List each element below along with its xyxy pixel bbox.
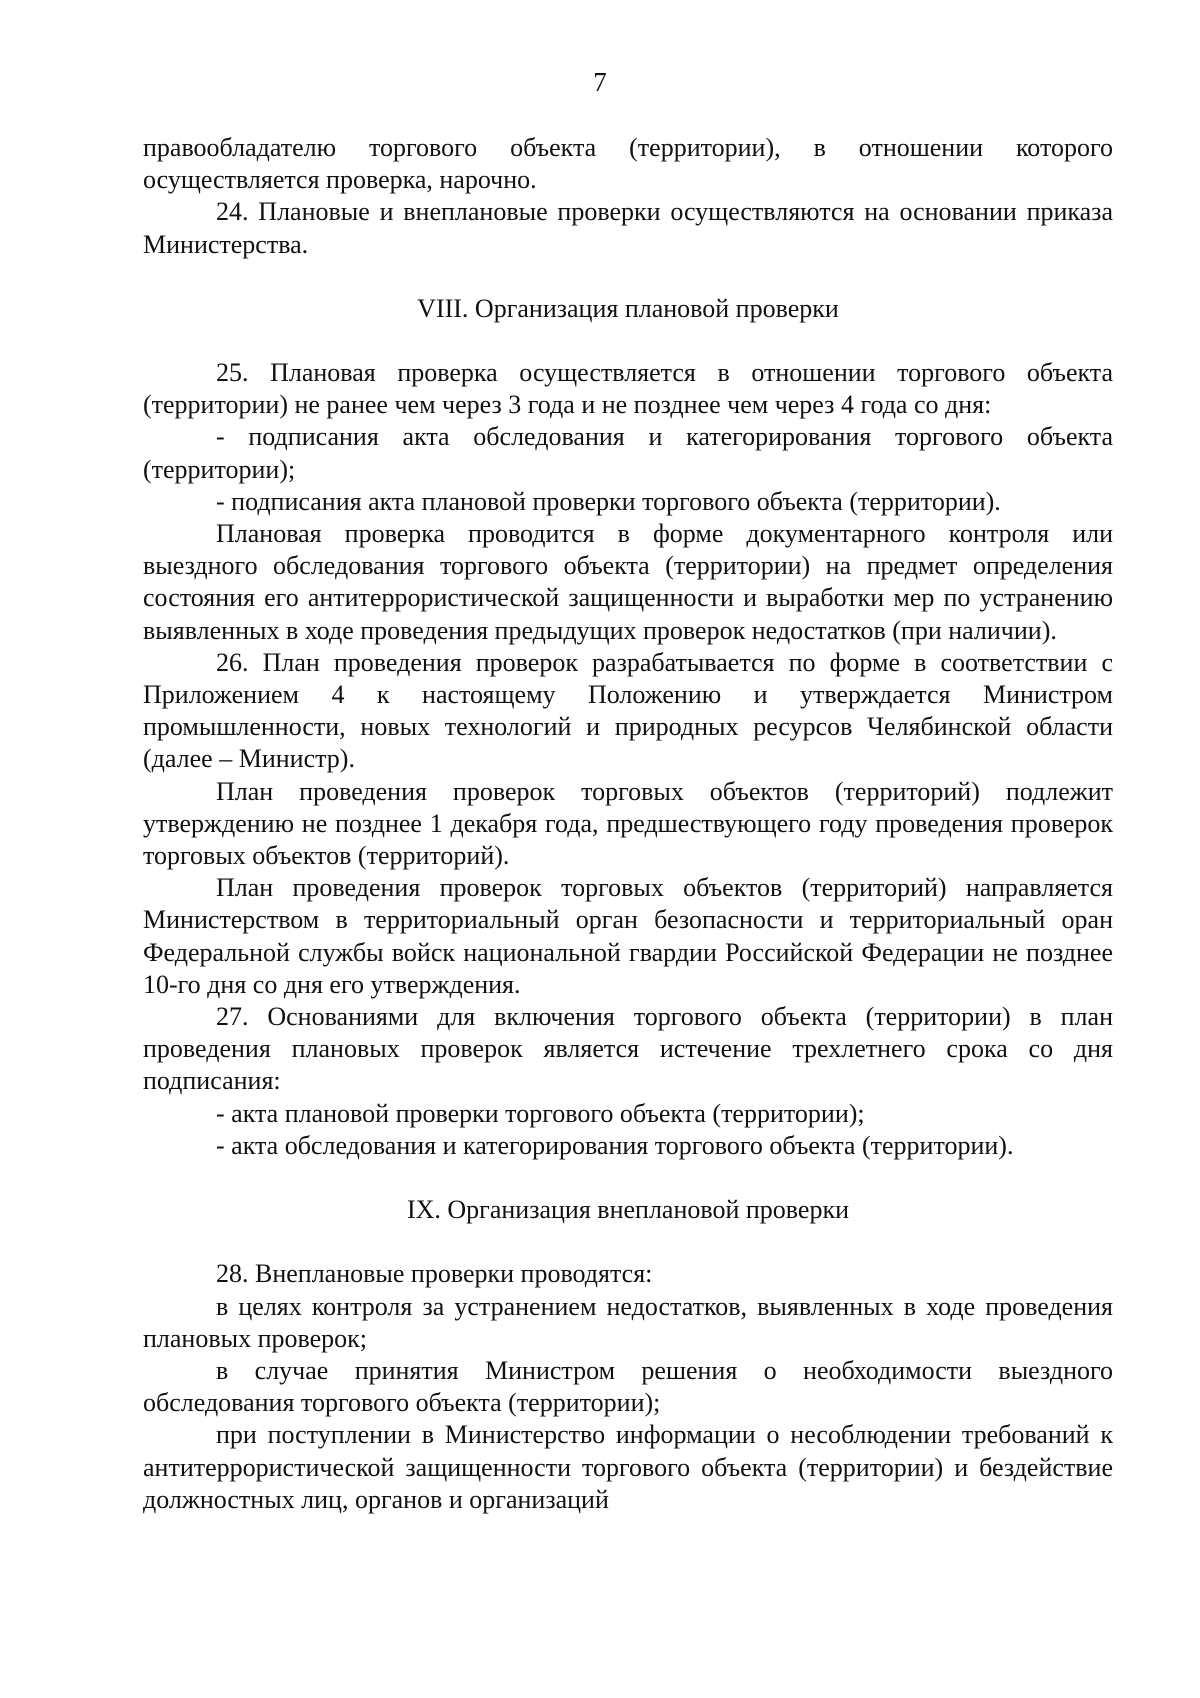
spacer [143,1226,1113,1258]
paragraph-27: 27. Основаниями для включения торгового объекта (территории) в план проведения плановых проверок является истечение трехлетнего срока со дня подписания: [143,1002,1113,1096]
paragraph-continuation: правообладателю торгового объекта (территории), в отношении которого осуществляется проверка, нарочно. [143,133,1113,195]
document-body [143,132,1113,1516]
list-item-27-2: - акта обследования и категорирования торгового объекта (территории). [216,1130,1014,1160]
section-heading-ix: IX. Организация внеплановой проверки [406,1195,850,1225]
spacer [143,261,1113,293]
paragraph-28: 28. Внеплановые проверки проводятся: [216,1259,653,1289]
paragraph-26: 26. План проведения проверок разрабатывается по форме в соответствии с Приложением 4 к настоящему Положению и утверждается Министром промышленности, новых технологий и природных ресурсов Челябинской области (далее – Министр). [143,647,1113,774]
paragraph-26-approval: План проведения проверок торговых объектов (территорий) подлежит утверждению не позднее 1 декабря года, предшествующего году проведения проверок торговых объектов (территорий). [143,776,1113,871]
list-item-25-1: - подписания акта обследования и категорирования торгового объекта (территории); [143,422,1113,484]
paragraph-24: 24. Плановые и внеплановые проверки осуществляются на основании приказа Министерства. [143,197,1113,259]
paragraph-26-direction: План проведения проверок торговых объектов (территорий) направляется Министерством в территориальный орган безопасности и территориальный оран Федеральной службы войск национальной гвардии Российской Федерации не позднее 10-го дня со дня его утверждения. [143,873,1113,999]
list-item-28-3: при поступлении в Министерство информации о несоблюдении требований к антитеррористической защищенности торгового объекта (территории) и бездействие должностных лиц, органов и организаций [143,1420,1113,1514]
paragraph-25: 25. Плановая проверка осуществляется в отношении торгового объекта (территории) не ранее чем через 3 года и не позднее чем через 4 года со дня: [143,358,1113,420]
spacer [143,1162,1113,1194]
section-heading-viii: VIII. Организация плановой проверки [417,293,839,323]
page-number: 7 [593,67,607,97]
list-item-28-2: в случае принятия Министром решения о необходимости выездного обследования торгового объекта (территории); [143,1355,1113,1418]
list-item-28-1: в целях контроля за устранением недостатков, выявленных в ходе проведения плановых проверок; [143,1291,1113,1353]
spacer [143,325,1113,357]
list-item-25-2: - подписания акта плановой проверки торгового объекта (территории). [216,486,1001,516]
list-item-27-1: - акта плановой проверки торгового объекта (территории); [216,1098,865,1128]
paragraph-25-form: Плановая проверка проводится в форме документарного контроля или выездного обследования торгового объекта (территории) на предмет определения состояния его антитеррористической защищенности и выработки мер по устранению выявленных в ходе проведения предыдущих проверок недостатков (при наличии). [143,519,1113,645]
